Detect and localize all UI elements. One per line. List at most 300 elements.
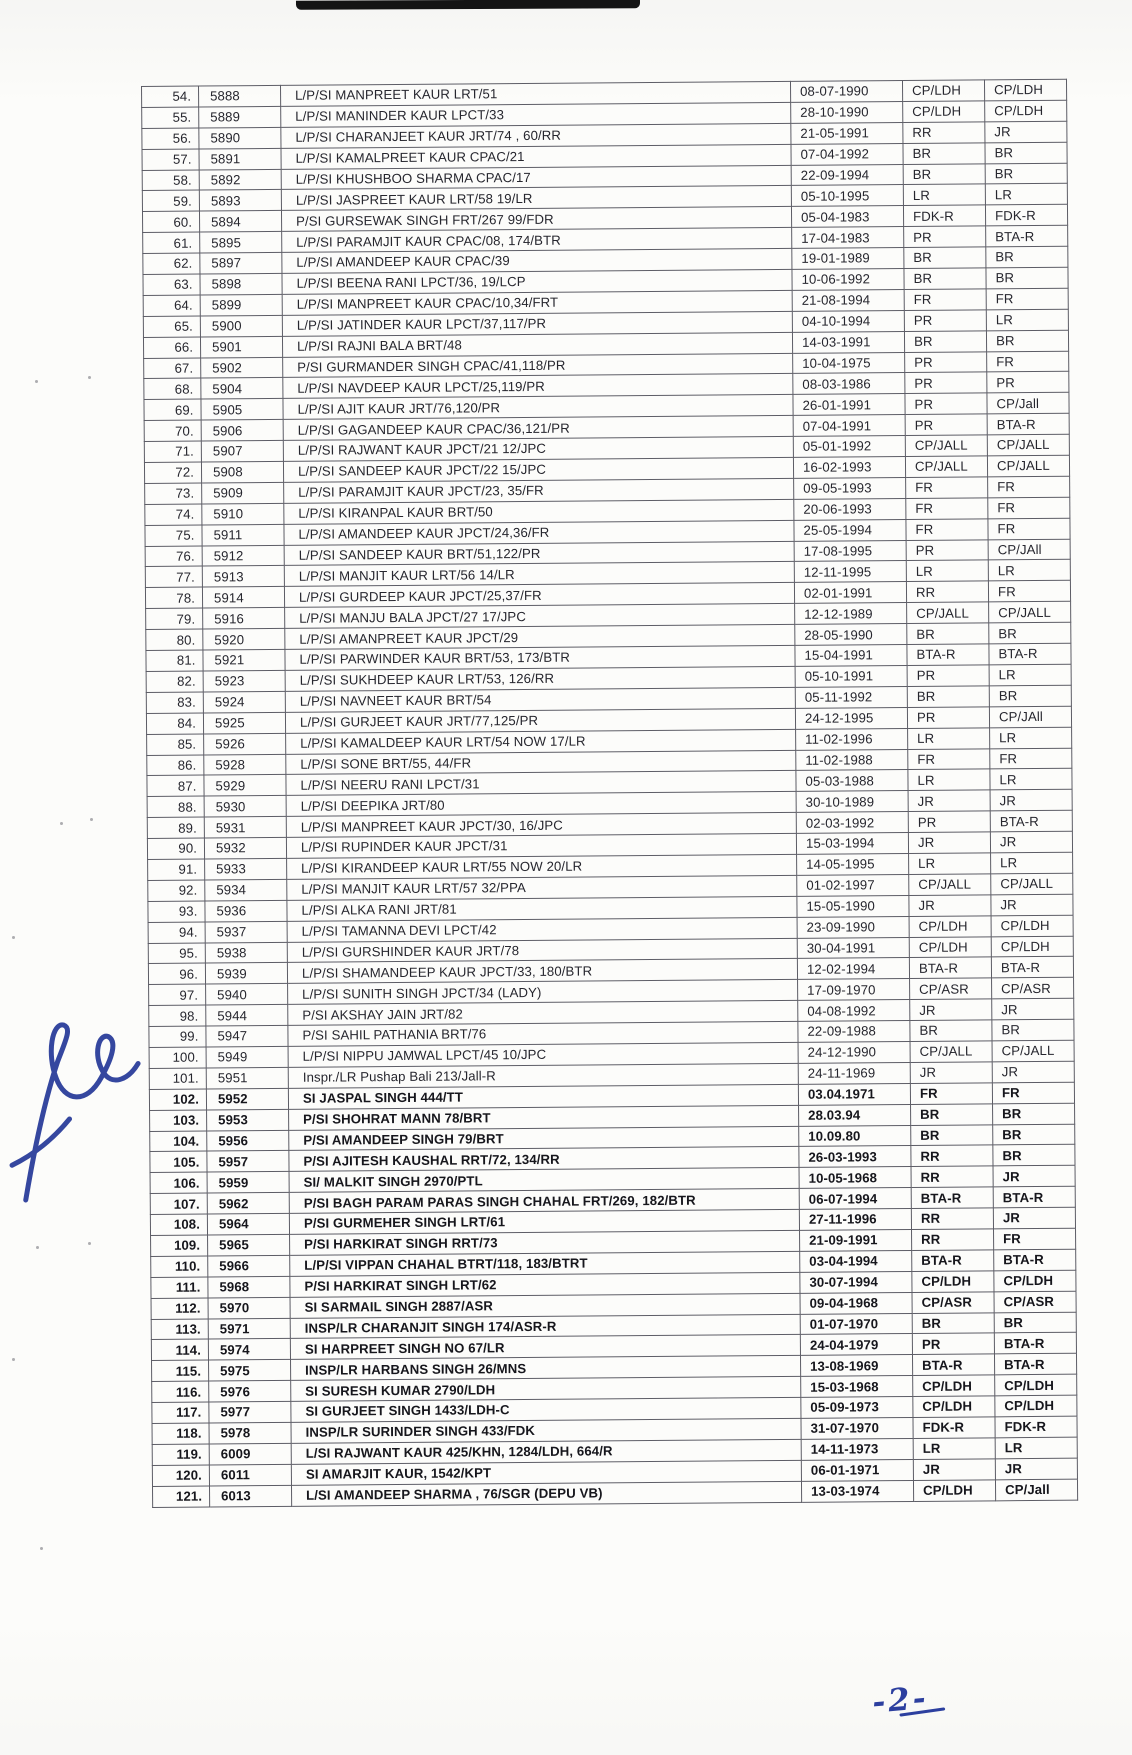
cell-code-1: BR: [903, 163, 985, 185]
cell-serial: 85.: [147, 734, 204, 755]
cell-date: 07-04-1992: [791, 143, 903, 165]
cell-belt-no: 5921: [203, 649, 285, 671]
cell-serial: 61.: [143, 232, 200, 253]
cell-date: 26-03-1993: [799, 1146, 911, 1168]
cell-name: SI AMARJIT KAUR, 1542/KPT: [291, 1460, 801, 1485]
cell-date: 15-05-1990: [797, 895, 909, 917]
cell-belt-no: 5938: [205, 942, 287, 964]
cell-name: L/P/SI MANJIT KAUR LRT/56 14/LR: [284, 562, 794, 587]
cell-code-1: CP/LDH: [909, 915, 991, 937]
cell-code-2: BR: [993, 1124, 1075, 1146]
cell-serial: 83.: [146, 692, 203, 713]
cell-serial: 105.: [150, 1151, 207, 1172]
cell-code-2: BTA-R: [989, 643, 1071, 665]
cell-date: 27-11-1996: [799, 1209, 911, 1231]
cell-code-2: JR: [992, 1061, 1074, 1083]
cell-serial: 78.: [145, 587, 202, 608]
cell-belt-no: 5897: [200, 253, 282, 275]
cell-date: 01-02-1997: [797, 874, 909, 896]
cell-serial: 77.: [145, 567, 202, 588]
cell-date: 13-03-1974: [801, 1480, 913, 1502]
cell-code-1: JR: [910, 999, 992, 1021]
cell-code-1: LR: [903, 184, 985, 206]
cell-serial: 86.: [147, 755, 204, 776]
cell-code-1: JR: [908, 790, 990, 812]
cell-name: Inspr./LR Pushap Bali 213/Jall-R: [288, 1063, 798, 1088]
cell-code-1: JR: [910, 1062, 992, 1084]
cell-code-2: CP/Jall: [987, 393, 1069, 415]
cell-code-2: BR: [992, 1019, 1074, 1041]
cell-code-1: FR: [906, 498, 988, 520]
cell-code-2: CP/JALL: [991, 873, 1073, 895]
personnel-table: [141, 79, 1078, 1508]
ink-speck: [40, 1547, 43, 1550]
cell-code-2: FR: [990, 748, 1072, 770]
cell-code-2: LR: [991, 852, 1073, 874]
ink-speck: [36, 1246, 39, 1249]
cell-belt-no: 5908: [201, 461, 283, 483]
cell-name: P/SI HARKIRAT SINGH LRT/62: [290, 1272, 800, 1297]
cell-serial: 65.: [143, 316, 200, 337]
cell-name: L/P/SI SANDEEP KAUR BRT/51,122/PR: [284, 541, 794, 566]
cell-belt-no: 5900: [200, 315, 282, 337]
cell-code-2: BR: [986, 267, 1068, 289]
cell-code-2: LR: [989, 664, 1071, 686]
cell-serial: 120.: [152, 1465, 209, 1486]
cell-name: L/P/SI KAMALPREET KAUR CPAC/21: [281, 144, 791, 169]
cell-code-1: BR: [911, 1124, 993, 1146]
cell-name: L/P/SI KAMALDEEP KAUR LRT/54 NOW 17/LR: [286, 729, 796, 754]
cell-code-1: LR: [908, 727, 990, 749]
cell-date: 08-07-1990: [790, 81, 902, 103]
personnel-table-wrap: [141, 79, 1077, 1508]
cell-date: 02-03-1992: [796, 812, 908, 834]
cell-belt-no: 5929: [204, 775, 286, 797]
cell-date: 28-05-1990: [795, 624, 907, 646]
cell-belt-no: 5891: [199, 148, 281, 170]
cell-date: 25-05-1994: [794, 519, 906, 541]
cell-code-2: JR: [995, 1458, 1077, 1480]
cell-serial: 115.: [152, 1360, 209, 1381]
cell-code-2: BR: [989, 622, 1071, 644]
cell-code-1: BR: [904, 268, 986, 290]
cell-serial: 67.: [144, 358, 201, 379]
cell-name: L/P/SI NEERU RANI LPCT/31: [286, 771, 796, 796]
cell-code-2: CP/JALL: [989, 601, 1071, 623]
scan-artifact-bar: [296, 0, 640, 10]
cell-code-2: LR: [995, 1437, 1077, 1459]
cell-code-1: PR: [907, 707, 989, 729]
cell-belt-no: 5953: [207, 1109, 289, 1131]
cell-serial: 109.: [151, 1235, 208, 1256]
cell-serial: 97.: [149, 984, 206, 1005]
cell-name: L/P/SI SUNITH SINGH JPCT/34 (LADY): [288, 980, 798, 1005]
cell-belt-no: 5952: [206, 1088, 288, 1110]
cell-code-1: CP/JALL: [905, 456, 987, 478]
cell-date: 04-10-1994: [792, 310, 904, 332]
cell-code-1: BTA-R: [907, 644, 989, 666]
cell-code-1: LR: [913, 1438, 995, 1460]
cell-code-2: CP/JAll: [988, 539, 1070, 561]
cell-serial: 57.: [142, 149, 199, 170]
cell-serial: 60.: [142, 211, 199, 232]
cell-code-2: BR: [985, 163, 1067, 185]
cell-code-2: CP/ASR: [992, 978, 1074, 1000]
cell-code-1: JR: [913, 1459, 995, 1481]
cell-code-2: FR: [986, 288, 1068, 310]
cell-belt-no: 5894: [199, 211, 281, 233]
cell-date: 24-12-1995: [795, 707, 907, 729]
cell-name: L/P/SI JASPREET KAUR LRT/58 19/LR: [281, 186, 791, 211]
cell-code-2: BR: [993, 1145, 1075, 1167]
cell-name: SI GURJEET SINGH 1433/LDH-C: [291, 1397, 801, 1422]
cell-code-2: FR: [988, 518, 1070, 540]
cell-belt-no: 5966: [208, 1255, 290, 1277]
cell-serial: 121.: [152, 1486, 209, 1507]
cell-serial: 70.: [144, 420, 201, 441]
cell-serial: 101.: [149, 1068, 206, 1089]
cell-code-2: CP/JALL: [992, 1040, 1074, 1062]
cell-name: L/P/SI ALKA RANI JRT/81: [287, 896, 797, 921]
cell-date: 05-11-1992: [795, 686, 907, 708]
cell-belt-no: 5914: [202, 587, 284, 609]
cell-code-1: PR: [904, 310, 986, 332]
cell-code-2: CP/LDH: [984, 79, 1066, 101]
cell-code-2: JR: [991, 894, 1073, 916]
cell-belt-no: 5970: [208, 1297, 290, 1319]
cell-code-2: JR: [993, 1166, 1075, 1188]
cell-belt-no: 5964: [207, 1213, 289, 1235]
cell-belt-no: 5936: [205, 900, 287, 922]
cell-date: 08-03-1986: [793, 373, 905, 395]
cell-belt-no: 5974: [208, 1339, 290, 1361]
cell-belt-no: 5978: [209, 1422, 291, 1444]
cell-code-1: CP/LDH: [909, 936, 991, 958]
cell-date: 30-04-1991: [797, 937, 909, 959]
cell-serial: 102.: [149, 1089, 206, 1110]
cell-date: 19-01-1989: [792, 248, 904, 270]
cell-code-2: BTA-R: [993, 1186, 1075, 1208]
cell-belt-no: 5892: [199, 169, 281, 191]
cell-serial: 111.: [151, 1277, 208, 1298]
cell-code-1: BR: [912, 1312, 994, 1334]
cell-date: 11-02-1996: [796, 728, 908, 750]
cell-date: 03-04-1994: [800, 1250, 912, 1272]
cell-name: P/SI GURSEWAK SINGH FRT/267 99/FDR: [281, 207, 791, 232]
cell-belt-no: 5968: [208, 1276, 290, 1298]
cell-serial: 92.: [148, 880, 205, 901]
cell-belt-no: 5971: [208, 1318, 290, 1340]
cell-serial: 79.: [146, 608, 203, 629]
cell-code-2: LR: [986, 309, 1068, 331]
cell-code-2: CP/LDH: [991, 936, 1073, 958]
cell-code-2: CP/ASR: [994, 1291, 1076, 1313]
cell-belt-no: 5931: [204, 817, 286, 839]
cell-name: L/P/SI MANINDER KAUR LPCT/33: [281, 102, 791, 127]
cell-code-2: FDK-R: [995, 1416, 1077, 1438]
cell-code-1: PR: [905, 372, 987, 394]
cell-name: P/SI GURMEHER SINGH LRT/61: [289, 1209, 799, 1234]
cell-serial: 87.: [147, 775, 204, 796]
cell-name: SI SURESH KUMAR 2790/LDH: [291, 1377, 801, 1402]
cell-code-1: PR: [908, 811, 990, 833]
cell-belt-no: 5932: [204, 837, 286, 859]
cell-belt-no: 5889: [199, 106, 281, 128]
cell-belt-no: 5926: [204, 733, 286, 755]
cell-belt-no: 5904: [201, 378, 283, 400]
cell-code-1: FR: [910, 1083, 992, 1105]
cell-code-2: JR: [992, 998, 1074, 1020]
cell-date: 14-11-1973: [801, 1438, 913, 1460]
cell-belt-no: 5933: [205, 858, 287, 880]
cell-code-1: CP/LDH: [912, 1271, 994, 1293]
cell-name: L/P/SI RAJNI BALA BRT/48: [282, 332, 792, 357]
cell-date: 24-04-1979: [800, 1334, 912, 1356]
cell-name: P/SI GURMANDER SINGH CPAC/41,118/PR: [283, 353, 793, 378]
cell-date: 05-10-1991: [795, 665, 907, 687]
cell-code-1: RR: [911, 1166, 993, 1188]
cell-serial: 56.: [142, 128, 199, 149]
ink-speck: [35, 380, 38, 383]
cell-name: INSP/LR HARBANS SINGH 26/MNS: [291, 1356, 801, 1381]
cell-belt-no: 5893: [199, 190, 281, 212]
cell-belt-no: 5944: [206, 1005, 288, 1027]
cell-serial: 118.: [152, 1423, 209, 1444]
cell-belt-no: 5928: [204, 754, 286, 776]
cell-date: 15-03-1968: [801, 1376, 913, 1398]
cell-belt-no: 5890: [199, 127, 281, 149]
cell-name: L/P/SI SUKHDEEP KAUR LRT/53, 126/RR: [285, 666, 795, 691]
cell-name: L/P/SI JATINDER KAUR LPCT/37,117/PR: [282, 311, 792, 336]
cell-name: L/P/SI GAGANDEEP KAUR CPAC/36,121/PR: [283, 416, 793, 441]
cell-code-1: JR: [909, 895, 991, 917]
cell-date: 30-10-1989: [796, 791, 908, 813]
cell-code-1: PR: [905, 414, 987, 436]
cell-code-2: PR: [987, 372, 1069, 394]
cell-serial: 95.: [148, 943, 205, 964]
cell-name: P/SI AMANDEEP SINGH 79/BRT: [289, 1126, 799, 1151]
cell-belt-no: 5962: [207, 1193, 289, 1215]
cell-name: P/SI AJITESH KAUSHAL RRT/72, 134/RR: [289, 1147, 799, 1172]
cell-code-2: JR: [990, 831, 1072, 853]
cell-code-1: CP/LDH: [902, 80, 984, 102]
cell-name: L/P/SI AMANDEEP KAUR CPAC/39: [282, 249, 792, 274]
cell-serial: 66.: [143, 337, 200, 358]
cell-date: 24-12-1990: [798, 1041, 910, 1063]
cell-serial: 107.: [150, 1193, 207, 1214]
cell-code-2: BR: [986, 246, 1068, 268]
cell-code-2: CP/LDH: [994, 1270, 1076, 1292]
cell-code-1: CP/LDH: [913, 1396, 995, 1418]
cell-name: L/P/SI NAVDEEP KAUR LPCT/25,119/PR: [283, 374, 793, 399]
cell-belt-no: 5920: [203, 629, 285, 651]
cell-name: L/P/SI AMANPREET KAUR JPCT/29: [285, 625, 795, 650]
cell-name: L/P/SI PARAMJIT KAUR JPCT/23, 35/FR: [284, 478, 794, 503]
cell-code-1: FR: [908, 748, 990, 770]
cell-code-2: FR: [988, 581, 1070, 603]
cell-belt-no: 5910: [202, 503, 284, 525]
cell-date: 20-06-1993: [794, 498, 906, 520]
cell-code-1: FR: [906, 519, 988, 541]
cell-name: INSP/LR CHARANJIT SINGH 174/ASR-R: [290, 1314, 800, 1339]
cell-serial: 58.: [142, 170, 199, 191]
cell-code-2: FR: [988, 497, 1070, 519]
cell-belt-no: 5923: [203, 670, 285, 692]
cell-code-2: CP/LDH: [985, 100, 1067, 122]
cell-code-2: CP/JALL: [987, 455, 1069, 477]
cell-name: L/P/SI GURSHINDER KAUR JRT/78: [287, 938, 797, 963]
cell-code-1: BTA-R: [912, 1354, 994, 1376]
cell-serial: 81.: [146, 650, 203, 671]
cell-code-1: CP/LDH: [913, 1375, 995, 1397]
cell-belt-no: 5907: [201, 441, 283, 463]
cell-code-1: JR: [908, 832, 990, 854]
cell-serial: 119.: [152, 1444, 209, 1465]
cell-belt-no: 5947: [206, 1025, 288, 1047]
cell-serial: 62.: [143, 253, 200, 274]
ink-speck: [88, 376, 91, 379]
cell-serial: 96.: [148, 963, 205, 984]
cell-date: 09-04-1968: [800, 1292, 912, 1314]
cell-code-1: BR: [904, 331, 986, 353]
cell-serial: 71.: [144, 441, 201, 462]
ink-speck: [12, 1358, 15, 1361]
cell-code-2: CP/Jall: [995, 1479, 1077, 1501]
cell-name: L/P/SI VIPPAN CHAHAL BTRT/118, 183/BTRT: [290, 1251, 800, 1276]
cell-belt-no: 5909: [202, 482, 284, 504]
cell-serial: 94.: [148, 922, 205, 943]
cell-date: 14-05-1995: [797, 853, 909, 875]
cell-belt-no: 5905: [201, 399, 283, 421]
cell-code-1: BTA-R: [912, 1250, 994, 1272]
cell-serial: 54.: [142, 86, 199, 107]
cell-code-2: JR: [985, 121, 1067, 143]
cell-name: L/P/SI SHAMANDEEP KAUR JPCT/33, 180/BTR: [287, 959, 797, 984]
cell-date: 28-10-1990: [791, 101, 903, 123]
cell-code-2: BR: [986, 330, 1068, 352]
cell-name: L/P/SI MANPREET KAUR JPCT/30, 16/JPC: [286, 813, 796, 838]
cell-serial: 88.: [147, 796, 204, 817]
cell-date: 26-01-1991: [793, 394, 905, 416]
cell-date: 06-07-1994: [799, 1188, 911, 1210]
cell-code-1: FDK-R: [903, 205, 985, 227]
cell-code-1: BTA-R: [911, 1187, 993, 1209]
cell-name: L/P/SI RAJWANT KAUR JPCT/21 12/JPC: [283, 437, 793, 462]
cell-date: 10.09.80: [799, 1125, 911, 1147]
cell-serial: 113.: [151, 1319, 208, 1340]
cell-code-1: PR: [906, 539, 988, 561]
cell-serial: 75.: [145, 525, 202, 546]
cell-belt-no: 5956: [207, 1130, 289, 1152]
cell-name: L/P/SI GURJEET KAUR JRT/77,125/PR: [285, 708, 795, 733]
cell-name: L/P/SI RUPINDER KAUR JPCT/31: [286, 833, 796, 858]
cell-date: 07-04-1991: [793, 415, 905, 437]
cell-code-1: PR: [905, 351, 987, 373]
cell-serial: 91.: [148, 859, 205, 880]
cell-code-1: RR: [911, 1145, 993, 1167]
cell-belt-no: 5898: [200, 273, 282, 295]
cell-code-2: BTA-R: [994, 1333, 1076, 1355]
cell-date: 21-08-1994: [792, 289, 904, 311]
cell-date: 21-09-1991: [800, 1229, 912, 1251]
cell-belt-no: 5975: [209, 1360, 291, 1382]
cell-serial: 80.: [146, 629, 203, 650]
cell-date: 17-08-1995: [794, 540, 906, 562]
cell-serial: 89.: [147, 817, 204, 838]
cell-belt-no: 5899: [200, 294, 282, 316]
cell-code-1: BR: [910, 1020, 992, 1042]
cell-code-1: LR: [909, 853, 991, 875]
cell-code-2: FR: [992, 1082, 1074, 1104]
cell-date: 31-07-1970: [801, 1417, 913, 1439]
cell-date: 30-07-1994: [800, 1271, 912, 1293]
cell-date: 12-11-1995: [794, 561, 906, 583]
cell-code-2: JR: [993, 1207, 1075, 1229]
cell-name: P/SI BAGH PARAM PARAS SINGH CHAHAL FRT/269, 182/BTR: [289, 1189, 799, 1214]
cell-code-1: PR: [907, 665, 989, 687]
cell-code-2: BR: [994, 1312, 1076, 1334]
cell-serial: 106.: [150, 1172, 207, 1193]
cell-serial: 59.: [142, 190, 199, 211]
cell-code-2: BTA-R: [986, 225, 1068, 247]
cell-code-1: BR: [904, 247, 986, 269]
cell-name: SI/ MALKIT SINGH 2970/PTL: [289, 1168, 799, 1193]
cell-code-2: LR: [985, 184, 1067, 206]
cell-code-2: LR: [990, 769, 1072, 791]
cell-code-1: CP/ASR: [912, 1291, 994, 1313]
cell-code-1: CP/LDH: [903, 101, 985, 123]
cell-belt-no: 5957: [207, 1151, 289, 1173]
cell-name: L/P/SI NAVNEET KAUR BRT/54: [285, 687, 795, 712]
ink-speck: [88, 1242, 91, 1245]
cell-name: L/P/SI GURDEEP KAUR JPCT/25,37/FR: [284, 583, 794, 608]
cell-belt-no: 5901: [200, 336, 282, 358]
cell-name: P/SI HARKIRAT SINGH RRT/73: [290, 1230, 800, 1255]
cell-code-1: FR: [906, 477, 988, 499]
cell-code-2: BR: [985, 142, 1067, 164]
cell-name: L/P/SI TAMANNA DEVI LPCT/42: [287, 917, 797, 942]
cell-date: 10-05-1968: [799, 1167, 911, 1189]
cell-belt-no: 5951: [206, 1067, 288, 1089]
cell-belt-no: 5939: [205, 963, 287, 985]
cell-date: 04-08-1992: [798, 1000, 910, 1022]
cell-name: P/SI SAHIL PATHANIA BRT/76: [288, 1021, 798, 1046]
cell-serial: 108.: [150, 1214, 207, 1235]
cell-date: 22-09-1994: [791, 164, 903, 186]
cell-code-1: RR: [912, 1229, 994, 1251]
cell-code-2: BTA-R: [994, 1354, 1076, 1376]
cell-date: 16-02-1993: [793, 457, 905, 479]
cell-serial: 76.: [145, 546, 202, 567]
cell-belt-no: 5916: [203, 608, 285, 630]
cell-name: L/SI AMANDEEP SHARMA , 76/SGR (DEPU VB): [291, 1481, 801, 1506]
cell-serial: 103.: [150, 1110, 207, 1131]
cell-date: 21-05-1991: [791, 122, 903, 144]
cell-code-2: BTA-R: [991, 957, 1073, 979]
cell-date: 01-07-1970: [800, 1313, 912, 1335]
cell-code-2: FR: [988, 476, 1070, 498]
cell-date: 28.03.94: [799, 1104, 911, 1126]
cell-code-2: LR: [988, 560, 1070, 582]
cell-date: 05-01-1992: [793, 436, 905, 458]
cell-date: 03.04.1971: [798, 1083, 910, 1105]
cell-code-1: BR: [903, 143, 985, 165]
cell-serial: 98.: [149, 1005, 206, 1026]
cell-serial: 69.: [144, 399, 201, 420]
cell-code-1: CP/ASR: [910, 978, 992, 1000]
cell-serial: 73.: [145, 483, 202, 504]
cell-belt-no: 6011: [209, 1464, 291, 1486]
